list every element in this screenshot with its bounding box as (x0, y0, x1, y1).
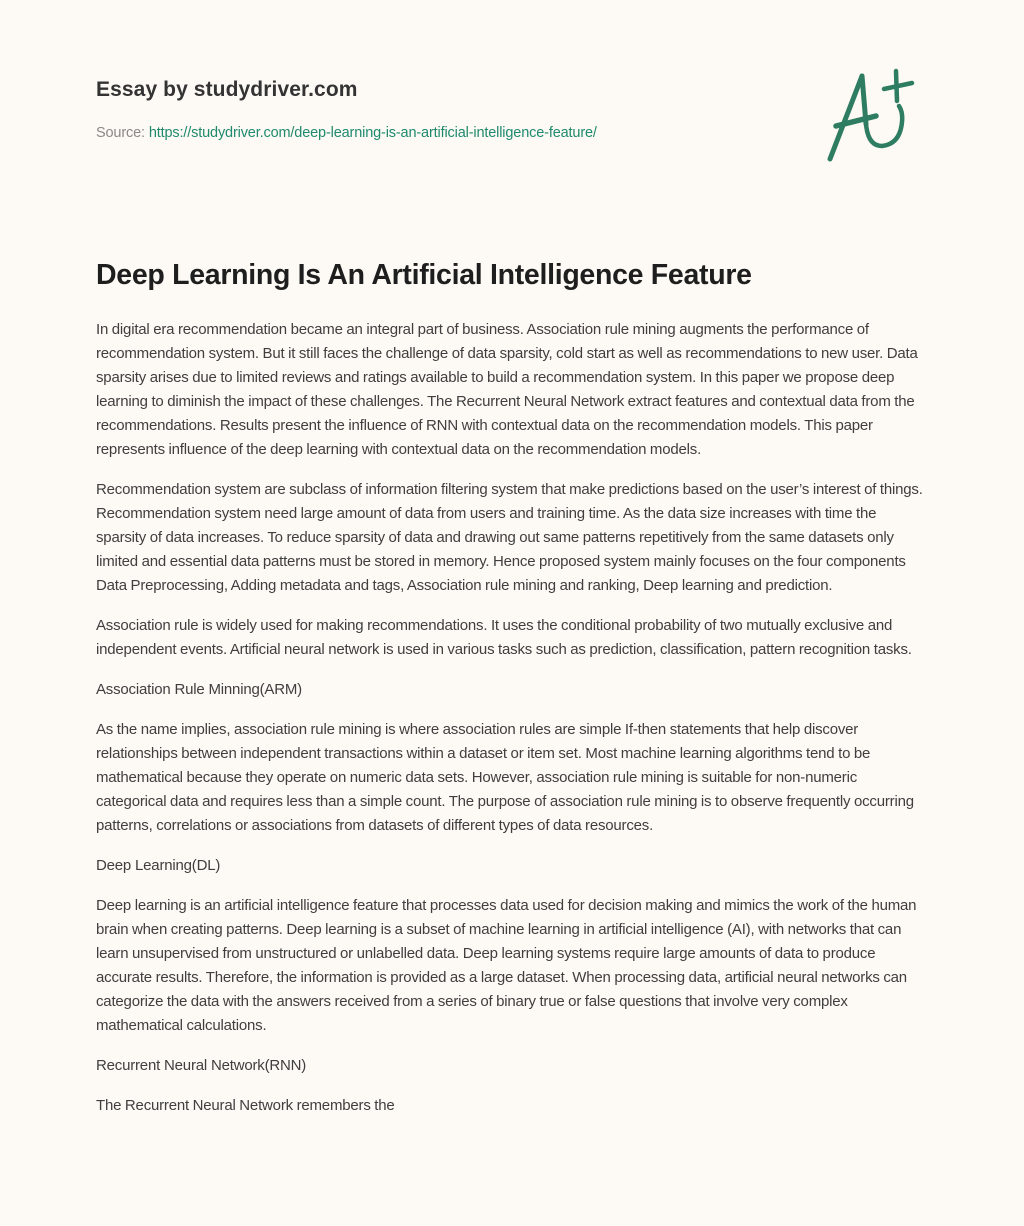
paragraph-dl: Deep learning is an artificial intelligence feature that processes data used for decision making and mimics the work of the human brain when creating patterns. Deep learning is a subset of machine learning in artificial intelligence (AI), with networks that can learn unsupervised from unstructured or unlabelled data. Deep learning systems require large amounts of data to produce accurate results. Therefore, the information is provided as a large dataset. When processing data, artificial neural networks can categorize the data with the answers received from a series of binary true or false questions that involve very complex mathematical calculations. (96, 897, 917, 1034)
paragraph-arm: As the name implies, association rule mining is where association rules are simple If-then statements that help discover relationships between independent transactions within a dataset or item set. Most machine learning algorithms tend to be mathematical because they operate on numeric data sets. However, association rule mining is suitable for non-numeric categorical data and requires less than a simple count. The purpose of association rule mining is to observe frequently occurring patterns, correlations or associations from datasets of different types of data resources. (96, 721, 914, 834)
a-plus-logo-graphic (822, 66, 932, 166)
source-line (96, 123, 796, 143)
paragraph-recommendation-system: Recommendation system are subclass of information filtering system that make predictions based on the user’s interest of things. Recommendation system need large amount of data from users and training time. As the data size increases with time the sparsity of data increases. To reduce sparsity of data and drawing out same patterns repetitively from the same datasets only limited and essential data patterns must be stored in memory. Hence proposed system mainly focuses on the four components Data Preprocessing, Adding metadata and tags, Association rule mining and ranking, Deep learning and prediction. (96, 481, 923, 594)
a-plus-grade-icon (822, 66, 932, 166)
paragraph-association-rule: Association rule is widely used for making recommendations. It uses the conditional probability of two mutually exclusive and independent events. Artificial neural network is used in various tasks such as prediction, classification, pattern recognition tasks. (96, 617, 912, 658)
site-title: Essay by studydriver.com (96, 78, 358, 101)
page-header (96, 76, 796, 143)
paragraph-rnn: The Recurrent Neural Network remembers the (96, 1097, 395, 1114)
subheading-dl: Deep Learning(DL) (96, 857, 221, 874)
subheading-rnn: Recurrent Neural Network(RNN) (96, 1057, 307, 1074)
source-link[interactable]: https://studydriver.com/deep-learning-is-an-artificial-intelligence-feature/ (148, 125, 597, 141)
source-label: Source: (96, 125, 145, 141)
article-title: Deep Learning Is An Artificial Intelligence Feature (96, 259, 752, 291)
essay-article (96, 256, 928, 1134)
subheading-arm: Association Rule Minning(ARM) (96, 681, 302, 698)
paragraph-abstract: In digital era recommendation became an integral part of business. Association rule mining augments the performance of recommendation system. But it still faces the challenge of data sparsity, cold start as well as recommendations to new user. Data sparsity arises due to limited reviews and ratings available to build a recommendation system. In this paper we propose deep learning to diminish the impact of these challenges. The Recurrent Neural Network extract features and contextual data from the recommendations. Results present the influence of RNN with contextual data on the recommendation models. This paper represents influence of the deep learning with contextual data on the recommendation models. (96, 321, 918, 458)
